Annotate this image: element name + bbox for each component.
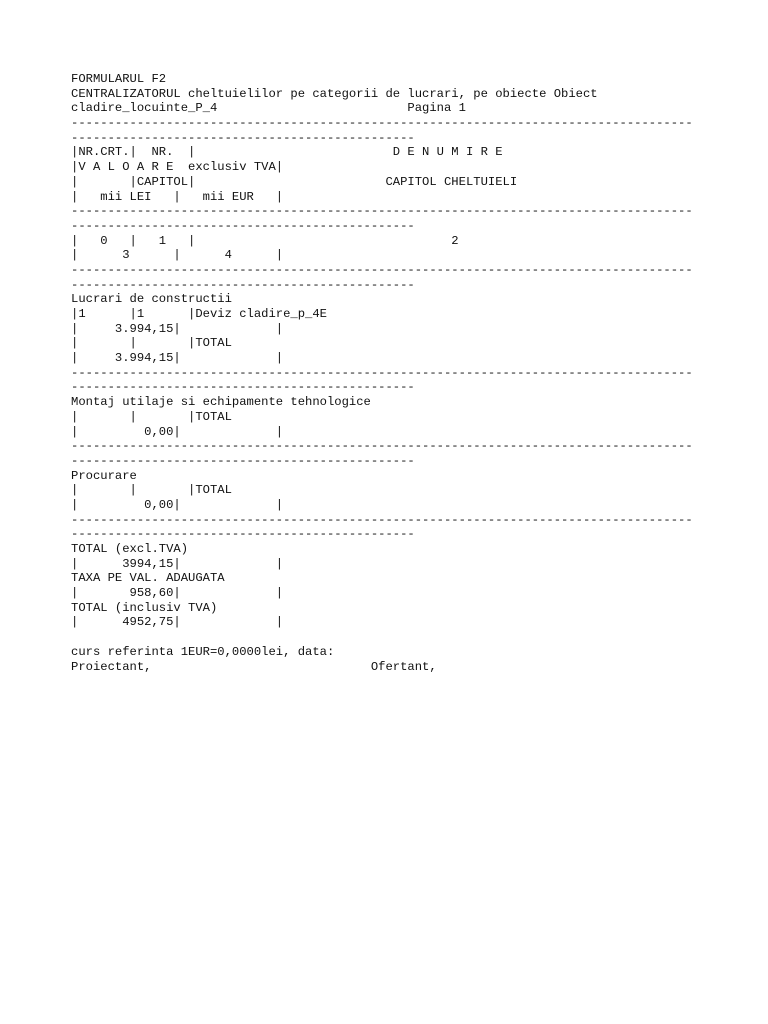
text-line: Proiectant, Ofertant, (71, 659, 437, 674)
separator-line: ----------------------------------------------- (71, 453, 415, 468)
text-line: Procurare (71, 468, 137, 483)
text-line: | 958,60| | (71, 586, 284, 601)
text-line: | mii LEI | mii EUR | (71, 189, 284, 204)
text-line: | 0 | 1 | 2 (71, 233, 459, 248)
separator-line: ------------------------------------------------------------------------------------- (71, 262, 693, 277)
separator-line: ----------------------------------------------- (71, 218, 415, 233)
text-line: |NR.CRT.| NR. | D E N U M I R E (71, 145, 503, 160)
separator-line: ------------------------------------------------------------------------------------- (71, 365, 693, 380)
separator-line: ------------------------------------------------------------------------------------- (71, 439, 693, 454)
text-line: | 3.994,15| | (71, 321, 284, 336)
separator-line: ----------------------------------------------- (71, 130, 415, 145)
text-line: | 0,00| | (71, 497, 284, 512)
text-line: | 3 | 4 | (71, 248, 284, 263)
text-line: | 3.994,15| | (71, 351, 284, 366)
separator-line: ----------------------------------------------- (71, 277, 415, 292)
text-line: TAXA PE VAL. ADAUGATA (71, 571, 225, 586)
text-line: | 3994,15| | (71, 556, 284, 571)
text-line: Montaj utilaje si echipamente tehnologice (71, 395, 371, 410)
text-line: | |CAPITOL| CAPITOL CHELTUIELI (71, 174, 518, 189)
separator-line: ----------------------------------------------- (71, 527, 415, 542)
text-line: TOTAL (excl.TVA) (71, 542, 189, 556)
text-line: Lucrari de constructii (71, 292, 232, 307)
separator-line: ------------------------------------------------------------------------------------- (71, 116, 693, 131)
text-line: | | |TOTAL (71, 483, 232, 498)
text-line: curs referinta 1EUR=0,0000lei, data: (71, 644, 335, 659)
text-line: | 4952,75| | (71, 615, 284, 630)
text-line: | | |TOTAL (71, 409, 232, 424)
text-line: | 0,00| | (71, 424, 284, 439)
text-line: FORMULARUL F2 (71, 72, 167, 86)
separator-line: ------------------------------------------------------------------------------------- (71, 512, 693, 527)
text-line: | | |TOTAL (71, 336, 232, 351)
text-line: cladire_locuinte_P_4 Pagina 1 (71, 101, 466, 116)
text-line: |V A L O A R E exclusiv TVA| (71, 160, 284, 175)
text-line: |1 |1 |Deviz cladire_p_4E (71, 307, 327, 321)
document-text (71, 72, 693, 674)
text-line: TOTAL (inclusiv TVA) (71, 600, 218, 615)
blank-line (71, 630, 693, 645)
text-line: CENTRALIZATORUL cheltuielilor pe categorii de lucrari, pe obiecte Obiect (71, 86, 598, 101)
separator-line: ----------------------------------------------- (71, 380, 415, 395)
separator-line: ------------------------------------------------------------------------------------- (71, 204, 693, 219)
